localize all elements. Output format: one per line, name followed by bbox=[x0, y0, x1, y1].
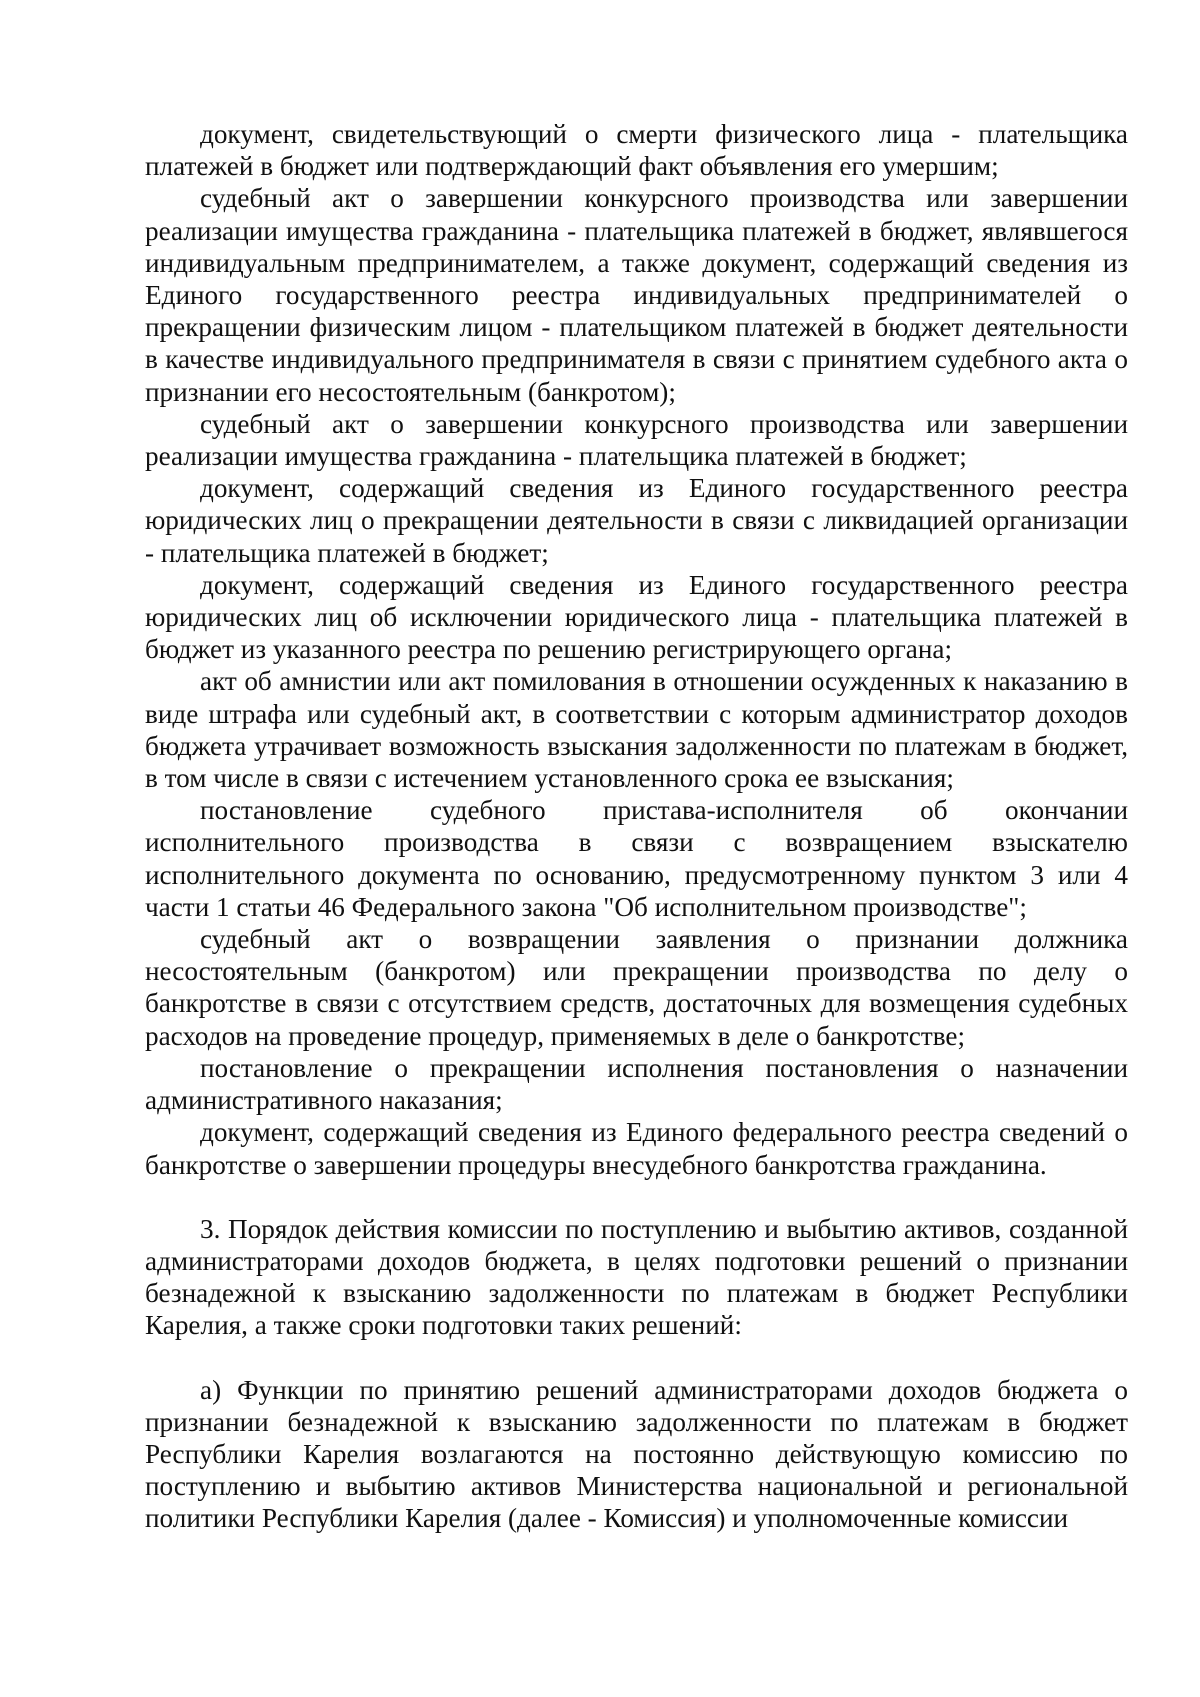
section-3-heading-paragraph: 3. Порядок действия комиссии по поступлению и выбытию активов, созданной администраторами доходов бюджета, в целях подготовки решений о признании безнадежной к взысканию задолженности по платежам в бюджет Республики Карелия, а также сроки подготовки таких решений: bbox=[145, 1213, 1128, 1341]
document-page bbox=[145, 118, 1128, 1535]
paragraph-termination-execution: постановление о прекращении исполнения постановления о назначении административного наказания; bbox=[145, 1052, 1128, 1116]
paragraph-bankruptcy-entrepreneur: судебный акт о завершении конкурсного производства или завершении реализации имущества гражданина - плательщика платежей в бюджет, являвшегося индивидуальным предпринимателем, а также документ, содержащий сведения из Единого государственного реестра индивидуальных предпринимателей о прекращении физическим лицом - плательщиком платежей в бюджет деятельности в качестве индивидуального предпринимателя в связи с принятием судебного акта о признании его несостоятельным (банкротом); bbox=[145, 183, 1128, 407]
paragraph-liquidation: документ, содержащий сведения из Единого государственного реестра юридических лиц о прекращении деятельности в связи с ликвидацией организации - плательщика платежей в бюджет; bbox=[145, 473, 1128, 568]
paragraph-return-application: судебный акт о возвращении заявления о признании должника несостоятельным (банкротом) или прекращении производства по делу о банкротстве в связи с отсутствием средств, достаточных для возмещения судебных расходов на проведение процедур, применяемых в деле о банкротстве; bbox=[145, 924, 1128, 1051]
paragraph-bankruptcy-citizen: судебный акт о завершении конкурсного производства или завершении реализации имущества гражданина - плательщика платежей в бюджет; bbox=[145, 408, 1128, 472]
paragraph-bailiff-resolution: постановление судебного пристава-исполнителя об окончании исполнительного производства в связи с возвращением взыскателю исполнительного документа по основанию, предусмотренному пунктом 3 или 4 части 1 статьи 46 Федерального закона "Об исполнительном производстве"; bbox=[145, 795, 1128, 922]
paragraph-death-document: документ, свидетельствующий о смерти физического лица - плательщика платежей в бюджет или подтверждающий факт объявления его умершим; bbox=[145, 119, 1128, 182]
paragraph-3a-functions: а) Функции по принятию решений администраторами доходов бюджета о признании безнадежной к взысканию задолженности по платежам в бюджет Республики Карелия возлагаются на постоянно действующую комиссию по поступлению и выбытию активов Министерства национальной и региональной политики Республики Карелия (далее - Комиссия) и уполномоченные комиссии bbox=[145, 1374, 1128, 1534]
paragraph-amnesty: акт об амнистии или акт помилования в отношении осужденных к наказанию в виде штрафа или судебный акт, в соответствии с которым администратор доходов бюджета утрачивает возможность взыскания задолженности по платежам в бюджет, в том числе в связи с истечением установленного срока ее взыскания; bbox=[145, 666, 1128, 794]
paragraph-exclusion-registry: документ, содержащий сведения из Единого государственного реестра юридических лиц об исключении юридического лица - плательщика платежей в бюджет из указанного реестра по решению регистрирующего органа; bbox=[145, 569, 1128, 665]
paragraph-out-of-court-bankruptcy: документ, содержащий сведения из Единого федерального реестра сведений о банкротстве о завершении процедуры внесудебного банкротства гражданина. bbox=[145, 1117, 1128, 1180]
